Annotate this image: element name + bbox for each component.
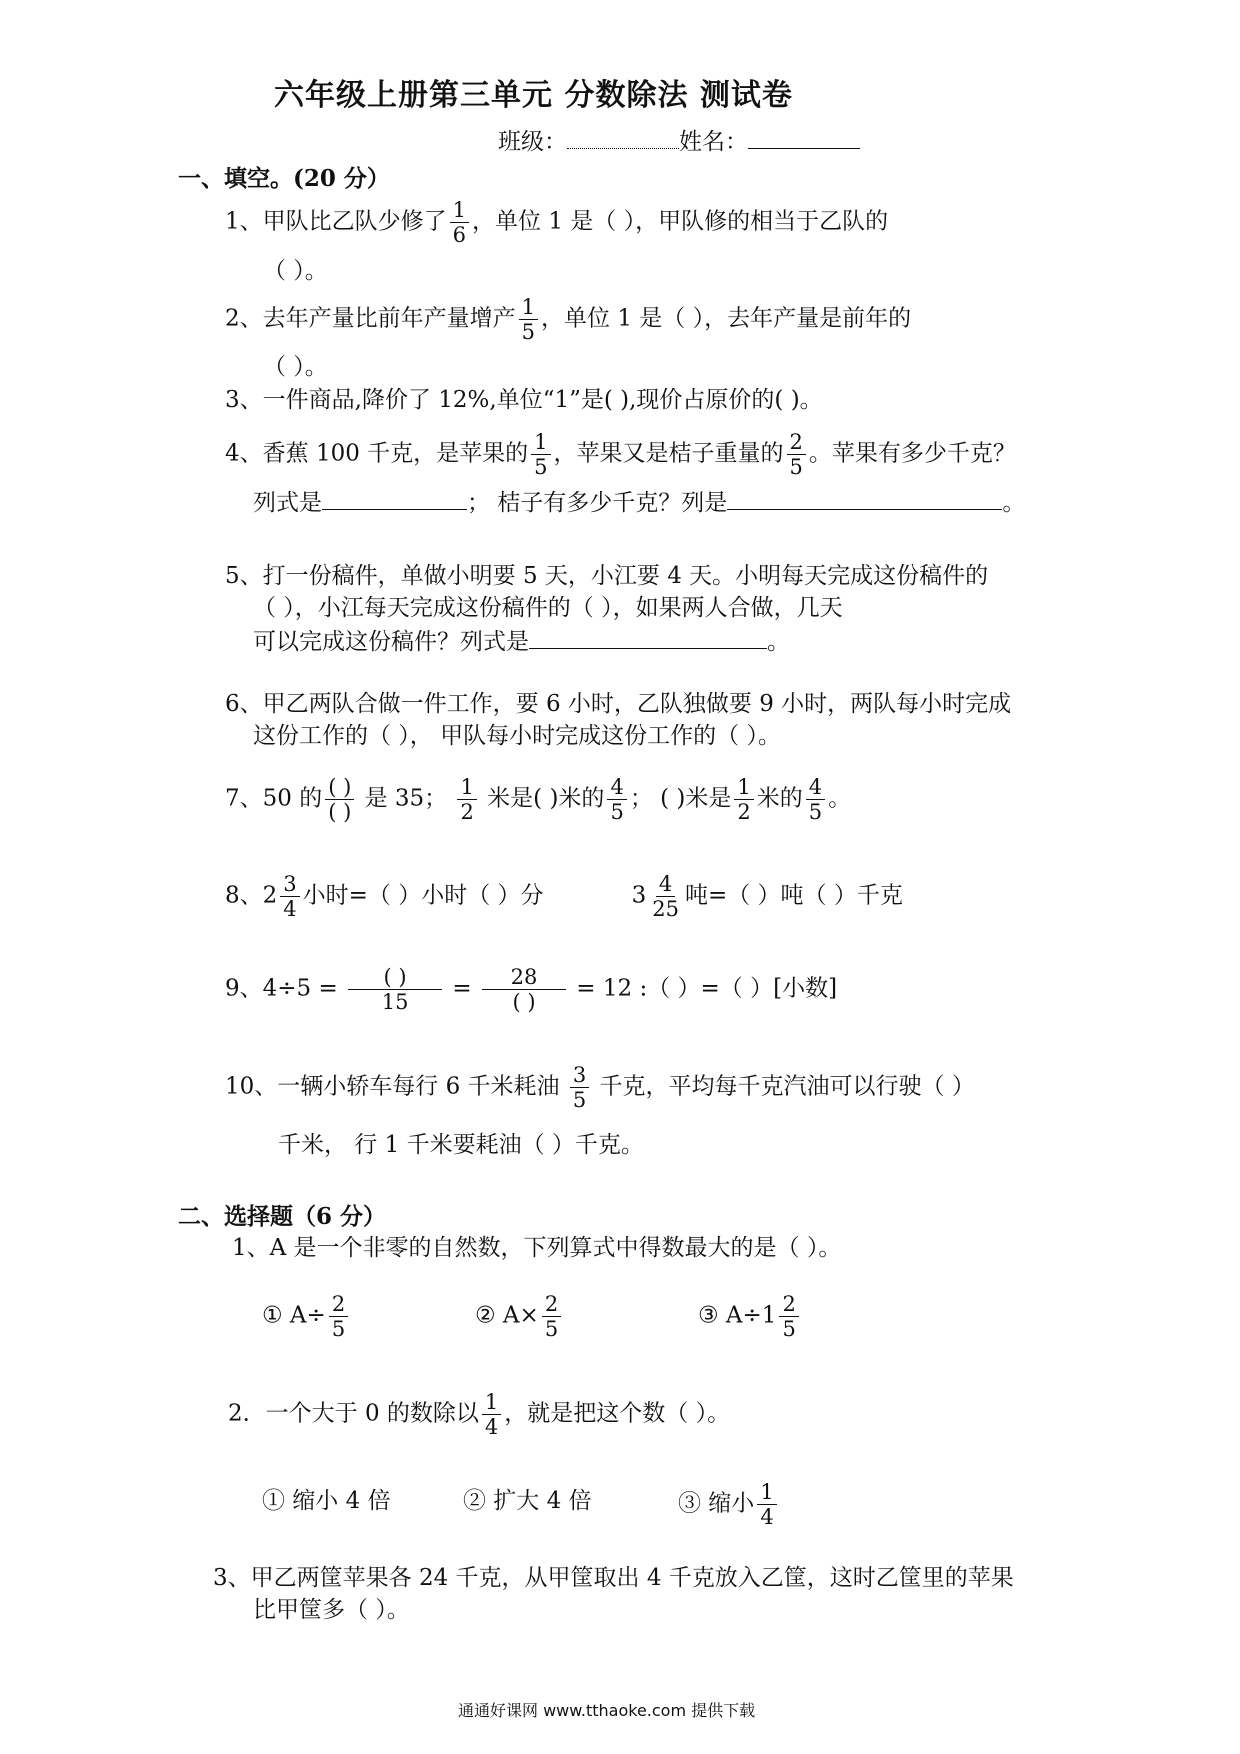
q4-fraction1: $\frac{1}{5}$	[531, 430, 550, 479]
s2-q3-line1: 3、甲乙两筐苹果各 24 千克，从甲筐取出 4 千克放入乙筐，这时乙筐里的苹果	[213, 1565, 1014, 1591]
q4-fraction2: $\frac{2}{5}$	[787, 430, 806, 479]
page-title: 六年级上册第三单元 分数除法 测试卷	[274, 78, 793, 113]
q7-text-c: 米是( )米的	[487, 785, 605, 812]
q6-line1: 6、甲乙两队合做一件工作，要 6 小时，乙队独做要 9 小时，两队每小时完成	[225, 691, 1012, 717]
q4-text-f: 。	[1002, 490, 1026, 516]
s2-q1-opt2-fraction: $\frac{2}{5}$	[542, 1292, 561, 1341]
q9-text-a: 9、4÷5 =	[225, 975, 338, 1002]
q2-line2: （ ）。	[263, 354, 328, 380]
q7-text-e: 米的	[756, 785, 803, 812]
s2-q2-option1[interactable]: ① 缩小 4 倍	[262, 1488, 391, 1514]
q5-line1: 5、打一份稿件，单做小明要 5 天，小江要 4 天。小明每天完成这份稿件的	[225, 563, 989, 589]
q5-text-c: 可以完成这份稿件？列式是	[253, 629, 529, 655]
q10-fraction: $\frac{3}{5}$	[570, 1063, 589, 1112]
s2-q1-line: 1、A 是一个非零的自然数，下列算式中得数最大的是（ ）。	[232, 1235, 842, 1261]
q7-text-d: ； ( )米是	[629, 785, 732, 812]
q8-text-c: 3	[631, 882, 647, 909]
q4-text-c: 。苹果有多少千克？	[808, 440, 1016, 467]
q10-text-b: 千克，平均每千克汽油可以行驶（ ）	[599, 1073, 975, 1100]
q5-answer-blank[interactable]	[529, 624, 767, 649]
s2-q1-opt3-text: ③ A÷1	[698, 1302, 777, 1329]
s2-q2-text-b: ，就是把这个数（ ）。	[504, 1400, 731, 1427]
q4-text-a: 4、香蕉 100 千克，是苹果的	[225, 440, 529, 467]
q1-fraction: $\frac{1}{6}$	[450, 198, 469, 247]
section1-heading: 一、填空。(20 分）	[178, 165, 390, 192]
q4-text-e: ； 桔子有多少千克？列是	[467, 490, 728, 516]
q5-line3	[253, 624, 790, 658]
q1-line1	[225, 198, 888, 247]
q7-fraction1[interactable]: ( ) ( )	[325, 775, 354, 824]
q9-text-c: = 12 :（ ）=（ ）[小数]	[576, 975, 838, 1002]
q8-line	[225, 872, 903, 921]
s2-q3-line2: 比甲筐多（ ）。	[253, 1597, 410, 1623]
q5-line2: （ ），小江每天完成这份稿件的（ ），如果两人合做，几天	[253, 595, 843, 621]
q3-line: 3、一件商品,降价了 12%,单位“1”是( ),现价占原价的( )。	[225, 387, 823, 413]
s2-q2-option3[interactable]	[678, 1480, 780, 1529]
q1-line2: （ ）。	[263, 258, 328, 284]
s2-q2-line	[228, 1390, 730, 1439]
q9-text-b: =	[452, 975, 472, 1002]
q5-text-d: 。	[767, 629, 790, 655]
name-label: 姓名：	[679, 129, 748, 155]
class-label: 班级：	[498, 129, 567, 155]
q2-text-b: ，单位 1 是（ ），去年产量是前年的	[541, 305, 912, 332]
s2-q2-fraction: $\frac{1}{4}$	[482, 1390, 501, 1439]
s2-q2-option2[interactable]: ② 扩大 4 倍	[463, 1488, 592, 1514]
s2-q1-option1[interactable]	[262, 1292, 351, 1341]
q4-answer-blank1[interactable]	[322, 485, 467, 510]
q2-fraction: $\frac{1}{5}$	[519, 295, 538, 344]
q7-fraction2: $\frac{1}{2}$	[457, 775, 476, 824]
q7-fraction5: $\frac{4}{5}$	[806, 775, 825, 824]
q7-line	[225, 775, 851, 824]
q1-text-b: ，单位 1 是（ ），甲队修的相当于乙队的	[472, 208, 889, 235]
q8-text-b: 小时=（ ）小时（ ）分	[302, 882, 544, 909]
q10-line1	[225, 1063, 975, 1112]
q4-text-b: ，苹果又是桔子重量的	[553, 440, 784, 467]
s2-q2-text-a: 2．一个大于 0 的数除以	[228, 1400, 479, 1427]
q8-fraction1: $\frac{3}{4}$	[280, 872, 299, 921]
s2-q1-option3[interactable]	[698, 1292, 802, 1341]
s2-q2-opt3-fraction: $\frac{1}{4}$	[757, 1480, 776, 1529]
class-blank[interactable]	[567, 124, 679, 149]
q10-text-a: 10、一辆小轿车每行 6 千米耗油	[225, 1073, 560, 1100]
s2-q1-opt3-fraction: $\frac{2}{5}$	[779, 1292, 798, 1341]
q9-fraction1[interactable]: ( ) 15	[348, 965, 442, 1014]
q7-fraction3: $\frac{4}{5}$	[607, 775, 626, 824]
q4-line1	[225, 430, 1016, 479]
q8-fraction2: $\frac{4}{25}$	[652, 872, 679, 921]
q8-text-a: 8、2	[225, 882, 278, 909]
q9-line	[225, 965, 837, 1014]
q4-line2	[253, 485, 1025, 519]
q8-text-d: 吨=（ ）吨（ ）千克	[684, 882, 903, 909]
s2-q1-opt1-fraction: $\frac{2}{5}$	[329, 1292, 348, 1341]
class-name-line	[498, 124, 860, 158]
q6-line2: 这份工作的（ ）， 甲队每小时完成这份工作的（ ）。	[253, 723, 781, 749]
s2-q1-opt2-text: ② A×	[475, 1302, 539, 1329]
q4-text-d: 列式是	[253, 490, 322, 516]
s2-q2-opt3-text: ③ 缩小	[678, 1490, 755, 1517]
q7-fraction4: $\frac{1}{2}$	[734, 775, 753, 824]
s2-q1-option2[interactable]	[475, 1292, 564, 1341]
q9-fraction2[interactable]: 28 ( )	[482, 965, 566, 1014]
q7-text-f: 。	[828, 785, 852, 812]
s2-q1-opt1-text: ① A÷	[262, 1302, 326, 1329]
q2-text-a: 2、去年产量比前年产量增产	[225, 305, 516, 332]
q4-answer-blank2[interactable]	[727, 485, 1002, 510]
q7-text-b: 是 35；	[364, 785, 448, 812]
q1-text-a: 1、甲队比乙队少修了	[225, 208, 447, 235]
q10-line2: 千米， 行 1 千米要耗油（ ）千克。	[278, 1132, 644, 1158]
name-blank[interactable]	[748, 124, 860, 149]
q7-text-a: 7、50 的	[225, 785, 323, 812]
section2-heading: 二、选择题（6 分）	[178, 1203, 387, 1230]
footer-text: 通通好课网 www.tthaoke.com 提供下载	[458, 1701, 756, 1720]
q2-line1	[225, 295, 911, 344]
